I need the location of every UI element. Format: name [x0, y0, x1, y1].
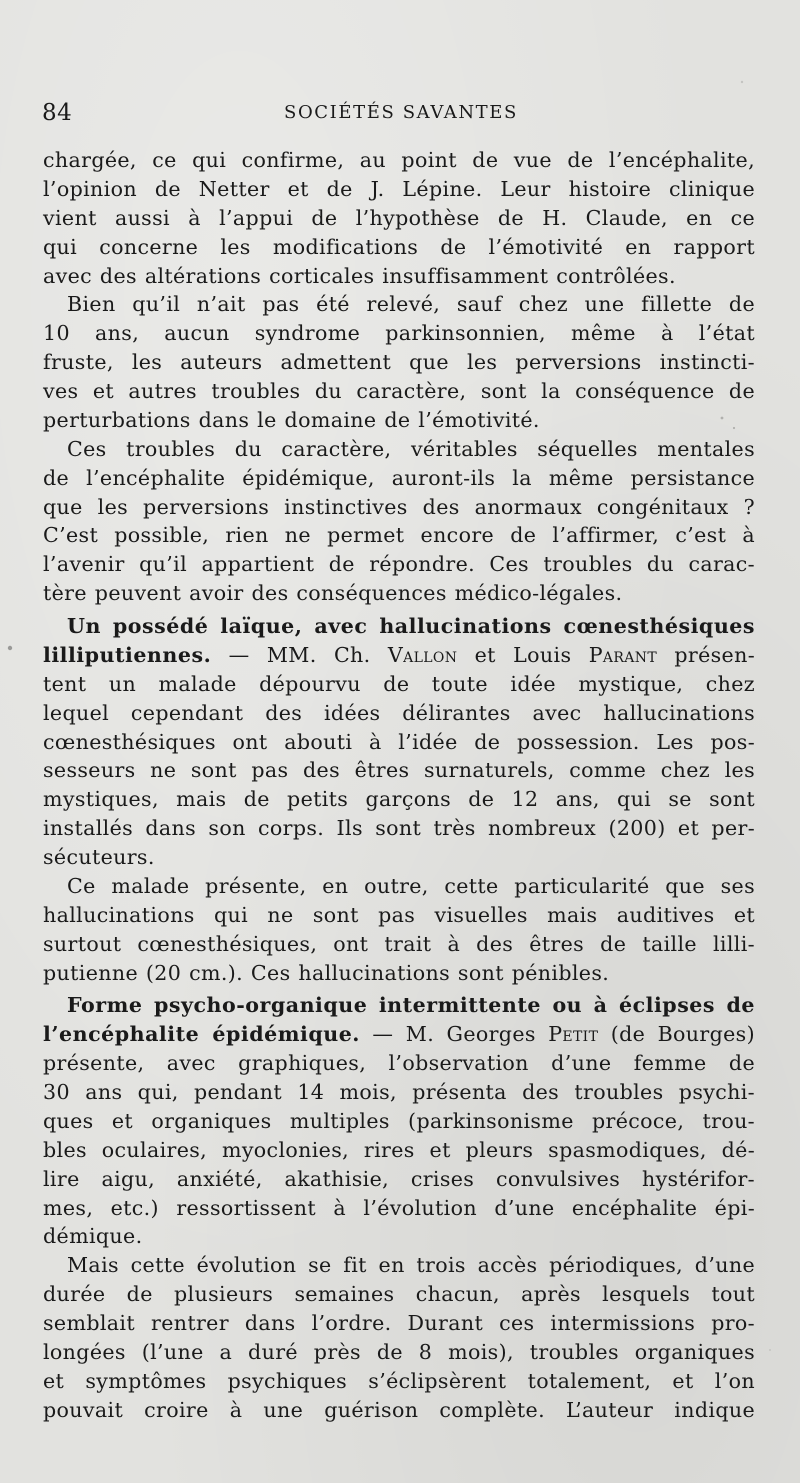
- text-line: mes, etc.) ressortissent à l’évolution d’une encéphalite épi-: [43, 1195, 755, 1220]
- text-line: lire aigu, anxiété, akathisie, crises convulsives hystérifor-: [43, 1166, 755, 1191]
- text-line: 30 ans qui, pendant 14 mois, présenta des troubles psychi-: [43, 1080, 755, 1104]
- text-line: C’est possible, rien ne permet encore de l’affirmer, c’est à: [43, 523, 755, 548]
- page-body: [43, 146, 755, 1425]
- text-line: perturbations dans le domaine de l’émotivité.: [43, 407, 540, 432]
- text-line: l’avenir qu’il appartient de répondre. Ces troubles du carac-: [43, 552, 755, 577]
- page-number: 84: [42, 100, 73, 126]
- text-line: que les perversions instinctives des anormaux congénitaux ?: [43, 494, 755, 519]
- author-name: Vallon: [387, 642, 458, 667]
- text-line: putienne (20 cm.). Ces hallucinations sont pénibles.: [43, 960, 610, 985]
- text-line: sesseurs ne sont pas des êtres surnaturels, comme chez les: [43, 758, 755, 783]
- text-line: l’opinion de Netter et de J. Lépine. Leur histoire clinique: [43, 176, 755, 201]
- text-line: présente, avec graphiques, l’observation d’une femme de: [43, 1051, 755, 1076]
- text-line: Ces troubles du caractère, véritables séquelles mentales: [67, 436, 755, 461]
- section-heading: Forme psycho-organique intermittente ou à éclipses de: [67, 993, 755, 1018]
- text-line: pouvait croire à une guérison complète. L’auteur indique: [43, 1397, 755, 1422]
- section-heading-line: [43, 1020, 755, 1049]
- text-line: chargée, ce qui confirme, au point de vue de l’encéphalite,: [43, 148, 755, 172]
- text-line: tère peuvent avoir des conséquences médico-légales.: [43, 581, 623, 606]
- text-line: bles oculaires, myoclonies, rires et pleurs spasmodiques, dé-: [43, 1137, 755, 1162]
- text-line: Mais cette évolution se fit en trois accès périodiques, d’une: [67, 1253, 755, 1278]
- text-line: durée de plusieurs semaines chacun, après lesquels tout: [43, 1282, 755, 1307]
- page-header: [42, 100, 760, 134]
- section-heading: Un possédé laïque, avec hallucinations cœnesthésiques: [67, 614, 755, 638]
- section-heading-end: l’encéphalite épidémique.: [43, 1022, 360, 1047]
- text-line: de l’encéphalite épidémique, auront-ils la même persistance: [43, 465, 755, 490]
- text-line: Ce malade présente, en outre, cette particularité que ses: [67, 873, 755, 898]
- text-line: sécuteurs.: [43, 845, 155, 869]
- text-line: vient aussi à l’appui de l’hypothèse de H. Claude, en ce: [43, 205, 755, 230]
- text-line: installés dans son corps. Ils sont très nombreux (200) et per-: [43, 816, 755, 841]
- text-line: lequel cependant des idées délirantes avec hallucinations: [43, 700, 755, 725]
- text-fragment: (de Bourges): [598, 1022, 755, 1047]
- text-line: hallucinations qui ne sont pas visuelles mais auditives et: [43, 902, 755, 927]
- text-line: mystiques, mais de petits garçons de 12 ans, qui se sont: [43, 787, 755, 812]
- text-line: ves et autres troubles du caractère, sont la conséquence de: [43, 379, 755, 403]
- text-fragment: présen-: [657, 642, 756, 667]
- text-line: surtout cœnesthésiques, ont trait à des êtres de taille lilli-: [43, 931, 755, 956]
- text-line: tent un malade dépourvu de toute idée mystique, chez: [43, 671, 755, 696]
- text-fragment: — M. Georges: [359, 1022, 549, 1047]
- text-line: qui concerne les modifications de l’émotivité en rapport: [43, 234, 755, 259]
- text-fragment: — MM. Ch.: [211, 642, 388, 667]
- running-title: SOCIÉTÉS SAVANTES: [284, 102, 518, 123]
- text-line: longées (l’une a duré près de 8 mois), troubles organiques: [43, 1339, 755, 1364]
- section-heading-line: [43, 641, 755, 670]
- text-line: et symptômes psychiques s’éclipsèrent totalement, et l’on: [43, 1368, 755, 1393]
- text-line: démique.: [43, 1224, 143, 1249]
- author-name: Parant: [588, 642, 658, 667]
- text-line: avec des altérations corticales insuffisamment contrôlées.: [43, 263, 676, 288]
- section-heading-end: lilliputiennes.: [43, 642, 212, 667]
- text-line: fruste, les auteurs admettent que les perversions instincti-: [43, 350, 755, 375]
- text-line: ques et organiques multiples (parkinsonisme précoce, trou-: [43, 1108, 755, 1133]
- text-line: semblait rentrer dans l’ordre. Durant ces intermissions pro-: [43, 1311, 755, 1335]
- author-name: Petit: [548, 1022, 599, 1047]
- text-line: 10 ans, aucun syndrome parkinsonnien, même à l’état: [43, 321, 755, 346]
- text-line: cœnesthésiques ont abouti à l’idée de possession. Les pos-: [43, 729, 755, 754]
- text-line: Bien qu’il n’ait pas été relevé, sauf chez une fillette de: [67, 292, 755, 317]
- text-fragment: et Louis: [457, 642, 589, 667]
